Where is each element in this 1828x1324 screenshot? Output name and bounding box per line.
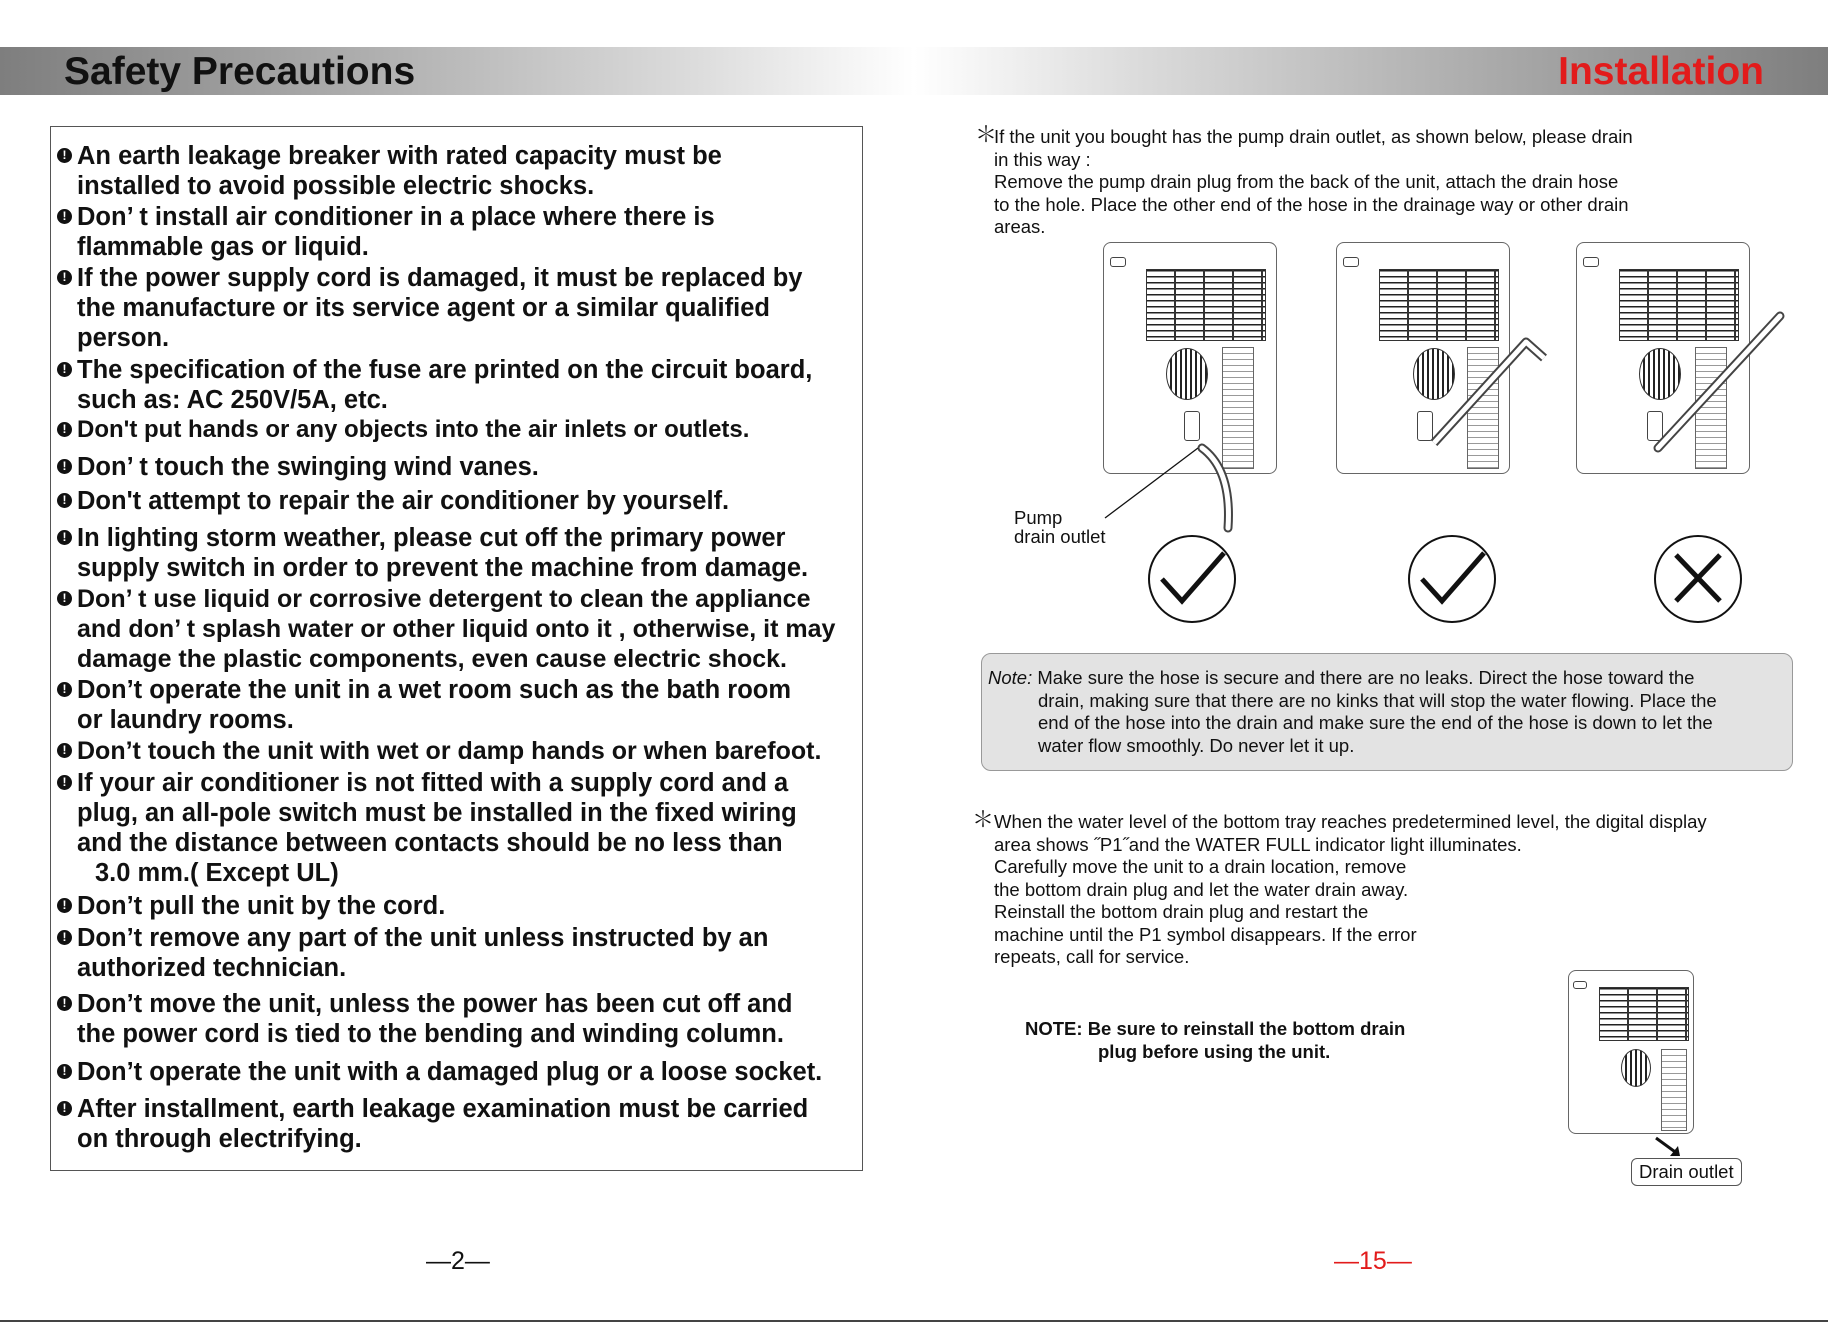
safety-item: ! Don’t pull the unit by the cord. bbox=[57, 891, 857, 921]
safety-item: ! If your air conditioner is not fitted with a supply cord and a plug, an all-pole switch must be installed in the fixed wiring and the distance between contacts should be no less than 3.0 mm.( Except UL) bbox=[57, 768, 857, 888]
safety-item: ! Don’t operate the unit in a wet room such as the bath room or laundry rooms. bbox=[57, 675, 857, 735]
panel-label-icon bbox=[1573, 981, 1587, 989]
warning-bullet-icon: ! bbox=[57, 493, 72, 508]
check-icon bbox=[1148, 535, 1236, 623]
safety-item: ! Don’t operate the unit with a damaged plug or a loose socket. bbox=[57, 1057, 857, 1087]
safety-item: ! Don’ t use liquid or corrosive detergent to clean the appliance and don’ t splash water or other liquid onto it , otherwise, it may damage the plastic components, even cause electric shock. bbox=[57, 584, 857, 674]
page-number-right: —15— bbox=[1334, 1247, 1412, 1275]
warning-bullet-icon: ! bbox=[57, 775, 72, 790]
check-icon bbox=[1408, 535, 1496, 623]
air-grille-icon bbox=[1599, 987, 1689, 1041]
asterisk-icon: ＊ bbox=[972, 807, 995, 832]
safety-item: ! Don’ t install air conditioner in a place where there is flammable gas or liquid. bbox=[57, 202, 857, 262]
warning-bullet-icon: ! bbox=[57, 422, 72, 437]
water-full-instructions: ＊ When the water level of the bottom tray reaches predetermined level, the digital display area shows ˝P1˝and the WATER FULL indicator light illuminates. Carefully move the unit to a drain location, remove the bottom drain plug and let the water drain away. Reinstall the bottom drain plug and restart the machine until the P1 symbol disappears. If the error repeats, call for service. bbox=[972, 807, 1707, 967]
safety-item: ! Don’t touch the unit with wet or damp hands or when barefoot. bbox=[57, 736, 857, 766]
note-label: Note: bbox=[988, 667, 1033, 688]
safety-item: ! The specification of the fuse are printed on the circuit board, such as: AC 250V/5A, etc. bbox=[57, 355, 857, 415]
drain-outlet-label: Drain outlet bbox=[1631, 1158, 1742, 1186]
pump-label-leader-line bbox=[1105, 448, 1198, 518]
safety-item: ! If the power supply cord is damaged, it must be replaced by the manufacture or its service agent or a similar qualified person. bbox=[57, 263, 857, 353]
safety-item: ! Don't put hands or any objects into the air inlets or outlets. bbox=[57, 415, 857, 445]
fan-vent-icon bbox=[1621, 1049, 1651, 1087]
ac-unit-illustration-small bbox=[1568, 970, 1694, 1134]
warning-bullet-icon: ! bbox=[57, 930, 72, 945]
asterisk-icon: ＊ bbox=[975, 122, 998, 147]
bottom-divider bbox=[0, 1320, 1828, 1322]
warning-bullet-icon: ! bbox=[57, 148, 72, 163]
note-box: Note: Make sure the hose is secure and there are no leaks. Direct the hose toward the drain, making sure that there are no kinks that will stop the water flowing. Place the end of the hose into the drain and make sure the end of the hose is down to let the water flow smoothly. Do never let it up. bbox=[981, 653, 1793, 771]
warning-bullet-icon: ! bbox=[57, 209, 72, 224]
pump-drain-outlet-label: Pump drain outlet bbox=[1014, 507, 1106, 547]
side-vent-icon bbox=[1661, 1049, 1687, 1131]
warning-bullet-icon: ! bbox=[57, 591, 72, 606]
cross-icon bbox=[1654, 535, 1742, 623]
safety-item: ! Don’t remove any part of the unit unless instructed by an authorized technician. bbox=[57, 923, 857, 983]
safety-item: ! After installment, earth leakage examination must be carried on through electrifying. bbox=[57, 1094, 857, 1154]
reinstall-note: NOTE: Be sure to reinstall the bottom drain plug before using the unit. bbox=[1025, 1018, 1406, 1062]
pump-drain-instructions: ＊ If the unit you bought has the pump drain outlet, as shown below, please drain in this way : Remove the pump drain plug from the back of the unit, attach the drain hose to the hole. Place the other end of the hose in the drainage way or other drain areas. bbox=[975, 122, 1633, 237]
warning-bullet-icon: ! bbox=[57, 996, 72, 1011]
safety-item: ! Don’t move the unit, unless the power has been cut off and the power cord is tied to the bending and winding column. bbox=[57, 989, 857, 1049]
warning-bullet-icon: ! bbox=[57, 1101, 72, 1116]
warning-bullet-icon: ! bbox=[57, 743, 72, 758]
page-number-left: —2— bbox=[426, 1247, 490, 1275]
warning-bullet-icon: ! bbox=[57, 459, 72, 474]
warning-bullet-icon: ! bbox=[57, 362, 72, 377]
section-title-safety: Safety Precautions bbox=[64, 50, 416, 93]
safety-item: ! Don’ t touch the swinging wind vanes. bbox=[57, 452, 857, 482]
safety-item: ! An earth leakage breaker with rated capacity must be installed to avoid possible electric shocks. bbox=[57, 141, 857, 201]
section-title-installation: Installation bbox=[1558, 50, 1764, 93]
safety-item: ! In lighting storm weather, please cut off the primary power supply switch in order to prevent the machine from damage. bbox=[57, 523, 857, 583]
warning-bullet-icon: ! bbox=[57, 270, 72, 285]
warning-bullet-icon: ! bbox=[57, 1064, 72, 1079]
warning-bullet-icon: ! bbox=[57, 898, 72, 913]
warning-bullet-icon: ! bbox=[57, 682, 72, 697]
safety-item: ! Don't attempt to repair the air conditioner by yourself. bbox=[57, 486, 857, 516]
warning-bullet-icon: ! bbox=[57, 530, 72, 545]
